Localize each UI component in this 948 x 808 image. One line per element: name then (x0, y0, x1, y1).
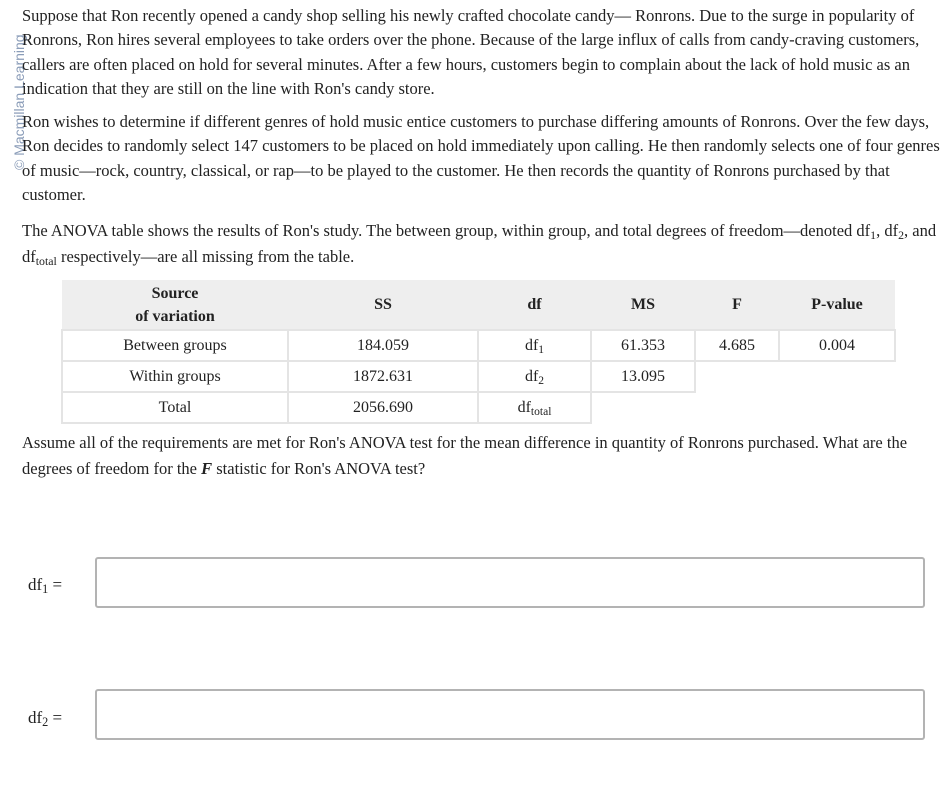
header-p-value: P-value (779, 280, 895, 330)
row-within-source: Within groups (62, 361, 288, 392)
row-between-p: 0.004 (779, 330, 895, 361)
watermark-text: © Macmillan Learning (11, 34, 27, 170)
table-row (62, 330, 895, 361)
row-within-ss: 1872.631 (288, 361, 478, 392)
study-paragraph: Ron wishes to determine if different genres of hold music entice customers to purchase differing amounts of Ronrons. Over the few days, Ron decides to randomly select 147 customers to be placed on hold immediately upon calling. He then randomly selects one of four genres of music—rock, country, classical, or rap—to be played to the customer. He then records the quantity of Ronrons purchased by that customer. (22, 112, 940, 204)
df1-answer-input[interactable] (95, 557, 925, 608)
anova-header-row (62, 280, 895, 330)
df2-answer-input[interactable] (95, 689, 925, 740)
row-between-source: Between groups (62, 330, 288, 361)
table-row (62, 361, 895, 392)
header-ss: SS (288, 280, 478, 330)
table-row (62, 392, 895, 423)
question-paragraph: Assume all of the requirements are met for Ron's ANOVA test for the mean difference in quantity of Ronrons purchased. What are the degrees of freedom for the F statistic for Ron's ANOVA test? (22, 433, 908, 478)
row-between-ss: 184.059 (288, 330, 478, 361)
row-total-df: $df_{total}$ (478, 392, 591, 423)
anova-table (61, 280, 896, 424)
row-within-df: $df_2$ (478, 361, 591, 392)
row-between-f: 4.685 (695, 330, 779, 361)
df1-label: $df_1$ = (28, 575, 63, 596)
row-between-df: $df_1$ (478, 330, 591, 361)
row-total-source: Total (62, 392, 288, 423)
header-f: F (695, 280, 779, 330)
intro-paragraph: Suppose that Ron recently opened a candy shop selling his newly crafted chocolate candy— Ronrons. Due to the surge in popularity of Ronrons, Ron hires several employees to take orders over the phone. Because of the large influx of calls from candy-craving customers, callers are often placed on hold for several minutes. After a few hours, customers begin to complain about the lack of hold music as an indication that they are still on the line with Ron's candy store. (22, 6, 920, 98)
header-ms: MS (591, 280, 695, 330)
row-within-ms: 13.095 (591, 361, 695, 392)
header-df: df (478, 280, 591, 330)
header-source: Source of variation (62, 280, 288, 330)
row-total-ss: 2056.690 (288, 392, 478, 423)
df2-label: $df_2$ = (28, 708, 63, 729)
table-intro-paragraph: The ANOVA table shows the results of Ron's study. The between group, within group, and total degrees of freedom—denoted $df_1$, $df_2$, and $df_{total}$ respectively—are all missing from the table. (22, 221, 937, 268)
row-between-ms: 61.353 (591, 330, 695, 361)
